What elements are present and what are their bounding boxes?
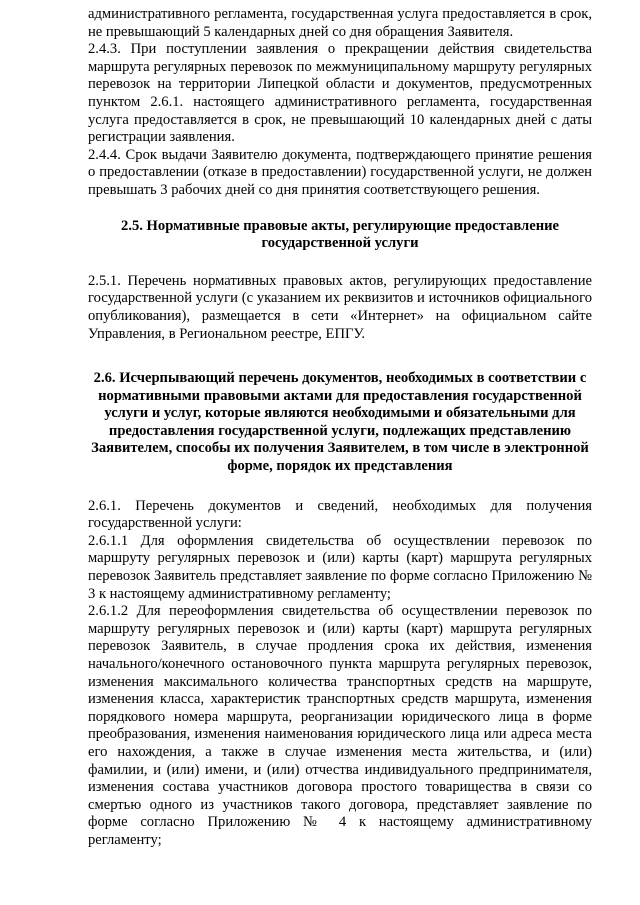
paragraph-2-4-3: 2.4.3. При поступлении заявления о прекращении действия свидетельства маршрута регулярных перевозок по межмуниципальному маршруту регулярных перевозок на территории Липецкой области и документов, предусмотренных пунктом 2.6.1. настоящего административного регламента, государственная услуга предоставляется в срок, не превышающий 10 календарных дней с даты регистрации заявления. — [88, 41, 592, 146]
document-page — [88, 6, 592, 850]
paragraph-2-6-1-2: 2.6.1.2 Для переоформления свидетельства об осуществлении перевозок по маршруту регулярных перевозок и (или) карты (карт) маршрута регулярных перевозок Заявитель, в случае продления срока их действия, изменения начального/конечного остановочного пункта маршрута регулярных перевозок, изменения максимального количества транспортных средств на маршруте, изменения класса, характеристик транспортных средств маршрута, изменения порядкового номера маршрута, реорганизации юридического лица в форме преобразования, изменения наименования юридического лица или адреса места его нахождения, а также в случае изменения места жительства, и (или) фамилии, и (или) имени, и (или) отчества индивидуального предпринимателя, изменения состава участников договора простого товарищества в связи со смертью одного из участников такого договора, представляет заявление по форме согласно Приложению № 4 к настоящему административному регламенту; — [88, 603, 592, 848]
paragraph-2-4-2-continuation: административного регламента, государственная услуга предоставляется в срок, не превышающий 5 календарных дней со дня обращения Заявителя. — [88, 6, 592, 40]
paragraph-2-6-1-1: 2.6.1.1 Для оформления свидетельства об осуществлении перевозок по маршруту регулярных перевозок и (или) карты (карт) маршрута регулярных перевозок Заявитель представляет заявление по форме согласно Приложению № 3 к настоящему административному регламенту; — [88, 532, 592, 602]
section-heading-2-6: 2.6. Исчерпывающий перечень документов, необходимых в соответствии с нормативными правовыми актами для предоставления государственной услуги и услуг, которые являются необходимыми и обязательными для предоставления государственной услуги, подлежащих представлению Заявителем, способы их получения Заявителем, в том числе в электронной форме, порядок их представления — [91, 370, 589, 475]
section-heading-2-5: 2.5. Нормативные правовые акты, регулирующие предоставление государственной услуги — [121, 217, 559, 252]
paragraph-2-4-4: 2.4.4. Срок выдачи Заявителю документа, подтверждающего принятие решения о предоставлении (отказе в предоставлении) государственной услуги, не должен превышать 3 рабочих дней со дня принятия соответствующего решения. — [88, 146, 592, 198]
paragraph-2-5-1: 2.5.1. Перечень нормативных правовых актов, регулирующих предоставление государственной услуги (с указанием их реквизитов и источников официального опубликования), размещается в сети «Интернет» на официальном сайте Управления, в Региональном реестре, ЕПГУ. — [88, 272, 592, 342]
paragraph-2-6-1: 2.6.1. Перечень документов и сведений, необходимых для получения государственной услуги: — [88, 497, 592, 532]
